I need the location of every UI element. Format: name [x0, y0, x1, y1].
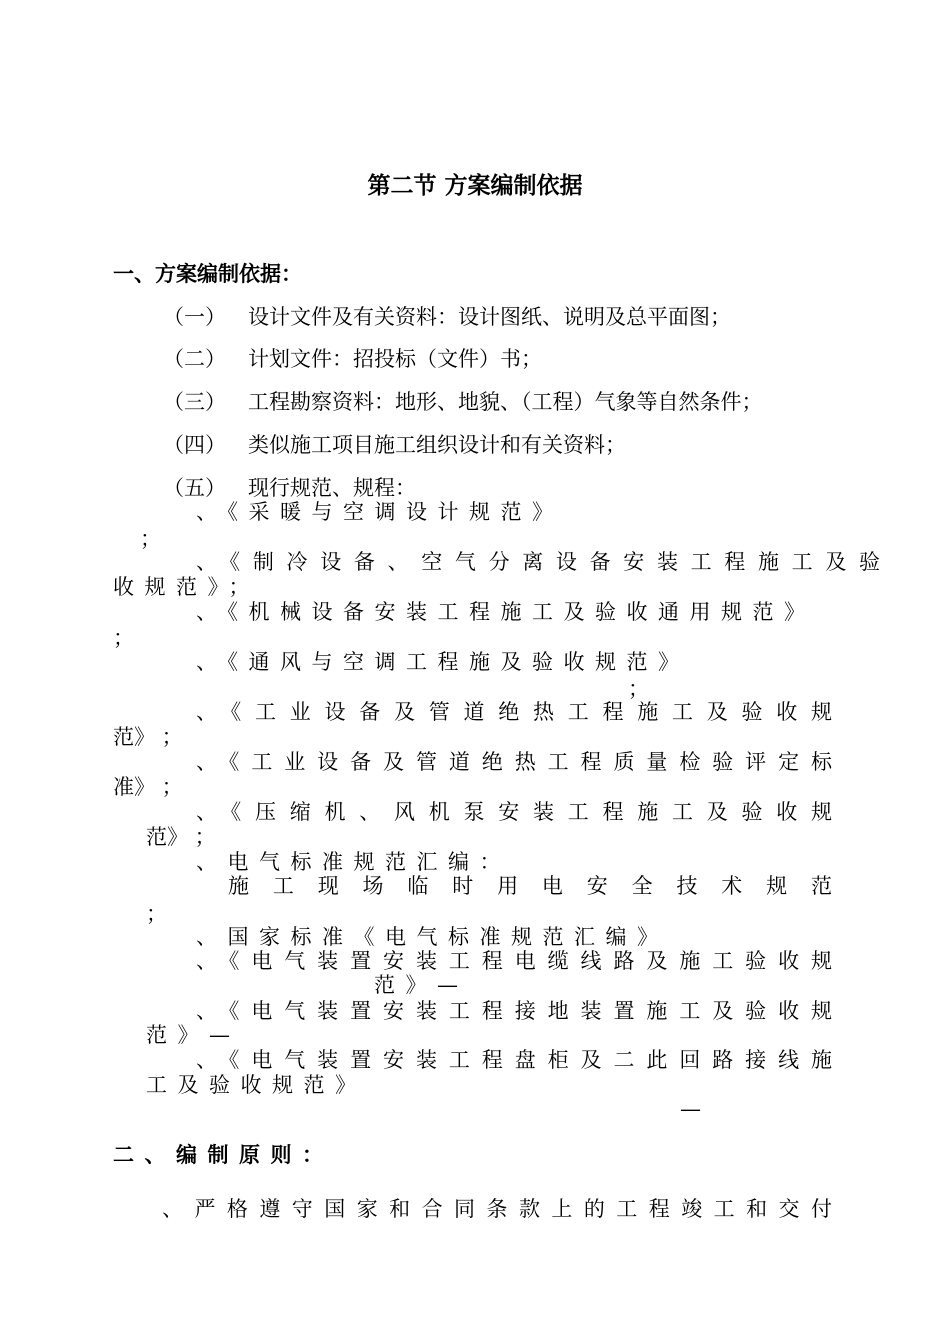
spec-6-line2: 准》 ； [113, 775, 183, 799]
basis-item-num-2: （二） [163, 347, 226, 371]
spec-12-line2: 工及验收规范》 [146, 1073, 367, 1097]
spec-8-line1: 、电气标准规范汇编： [196, 850, 511, 874]
spec-2-line1: 、《制冷设备、空气分离设备安装工程施工及验 [196, 550, 880, 574]
spec-3-line2: ； [113, 626, 134, 650]
spec-4-line2: ； [628, 677, 649, 701]
spec-5-line2: 范》 ； [113, 725, 183, 749]
basis-item-num-1: （一） [163, 305, 226, 329]
spec-7-line2: 范》 ； [146, 825, 216, 849]
basis-item-num-5: （五） [163, 476, 226, 500]
page-title [0, 174, 950, 198]
spec-4-line1: 、《通风与空调工程施及验收规范》 [196, 650, 690, 674]
spec-11-line2: 范》— [146, 1023, 241, 1047]
spec-10-line1: 、《电气装置安装工程电缆线路及施工验收规 [196, 949, 832, 973]
basis-item-text-2: 计划文件：招投标（文件）书； [248, 347, 542, 371]
basis-item-text-4: 类似施工项目施工组织设计和有关资料； [248, 433, 626, 457]
spec-8-line2: 施工现场临时用电安全技术规范 [228, 874, 832, 898]
spec-1-line2: ； [140, 527, 161, 551]
spec-11-line1: 、《电气装置安装工程接地装置施工及验收规 [196, 999, 832, 1023]
section2-heading: 二、编制原则： [113, 1143, 334, 1167]
spec-9-line1: 、国家标准《电气标准规范汇编》 [196, 925, 669, 949]
basis-item-text-5: 现行规范、规程： [248, 476, 416, 500]
section1-heading: 一、方案编制依据： [113, 262, 302, 286]
basis-item-num-4: （四） [163, 433, 226, 457]
spec-10-line2: 范》— [374, 973, 469, 997]
spec-2-line2: 收规范》； [113, 575, 260, 599]
basis-item-text-1: 设计文件及有关资料：设计图纸、说明及总平面图； [248, 305, 731, 329]
spec-7-line1: 、《压缩机、风机泵安装工程施工及验收规 [196, 800, 832, 824]
spec-12-line1: 、《电气装置安装工程盘柜及二此回路接线施 [196, 1048, 832, 1072]
principle-1-line1: 、严格遵守国家和合同条款上的工程竣工和交付 [162, 1197, 832, 1221]
basis-item-num-3: （三） [163, 390, 226, 414]
spec-12-line3: — [680, 1097, 701, 1121]
basis-item-text-3: 工程勘察资料：地形、地貌、（工程）气象等自然条件； [248, 390, 763, 414]
spec-3-line1: 、《机械设备安装工程施工及验收通用规范》 [196, 600, 816, 624]
spec-8-line3: ； [146, 902, 167, 926]
spec-5-line1: 、《工业设备及管道绝热工程施工及验收规 [196, 700, 832, 724]
spec-1-line1: 、《采暖与空调设计规范》 [196, 500, 564, 524]
title-text: 第二节 方案编制依据 [367, 173, 583, 199]
spec-6-line1: 、《工业设备及管道绝热工程质量检验评定标 [196, 750, 832, 774]
